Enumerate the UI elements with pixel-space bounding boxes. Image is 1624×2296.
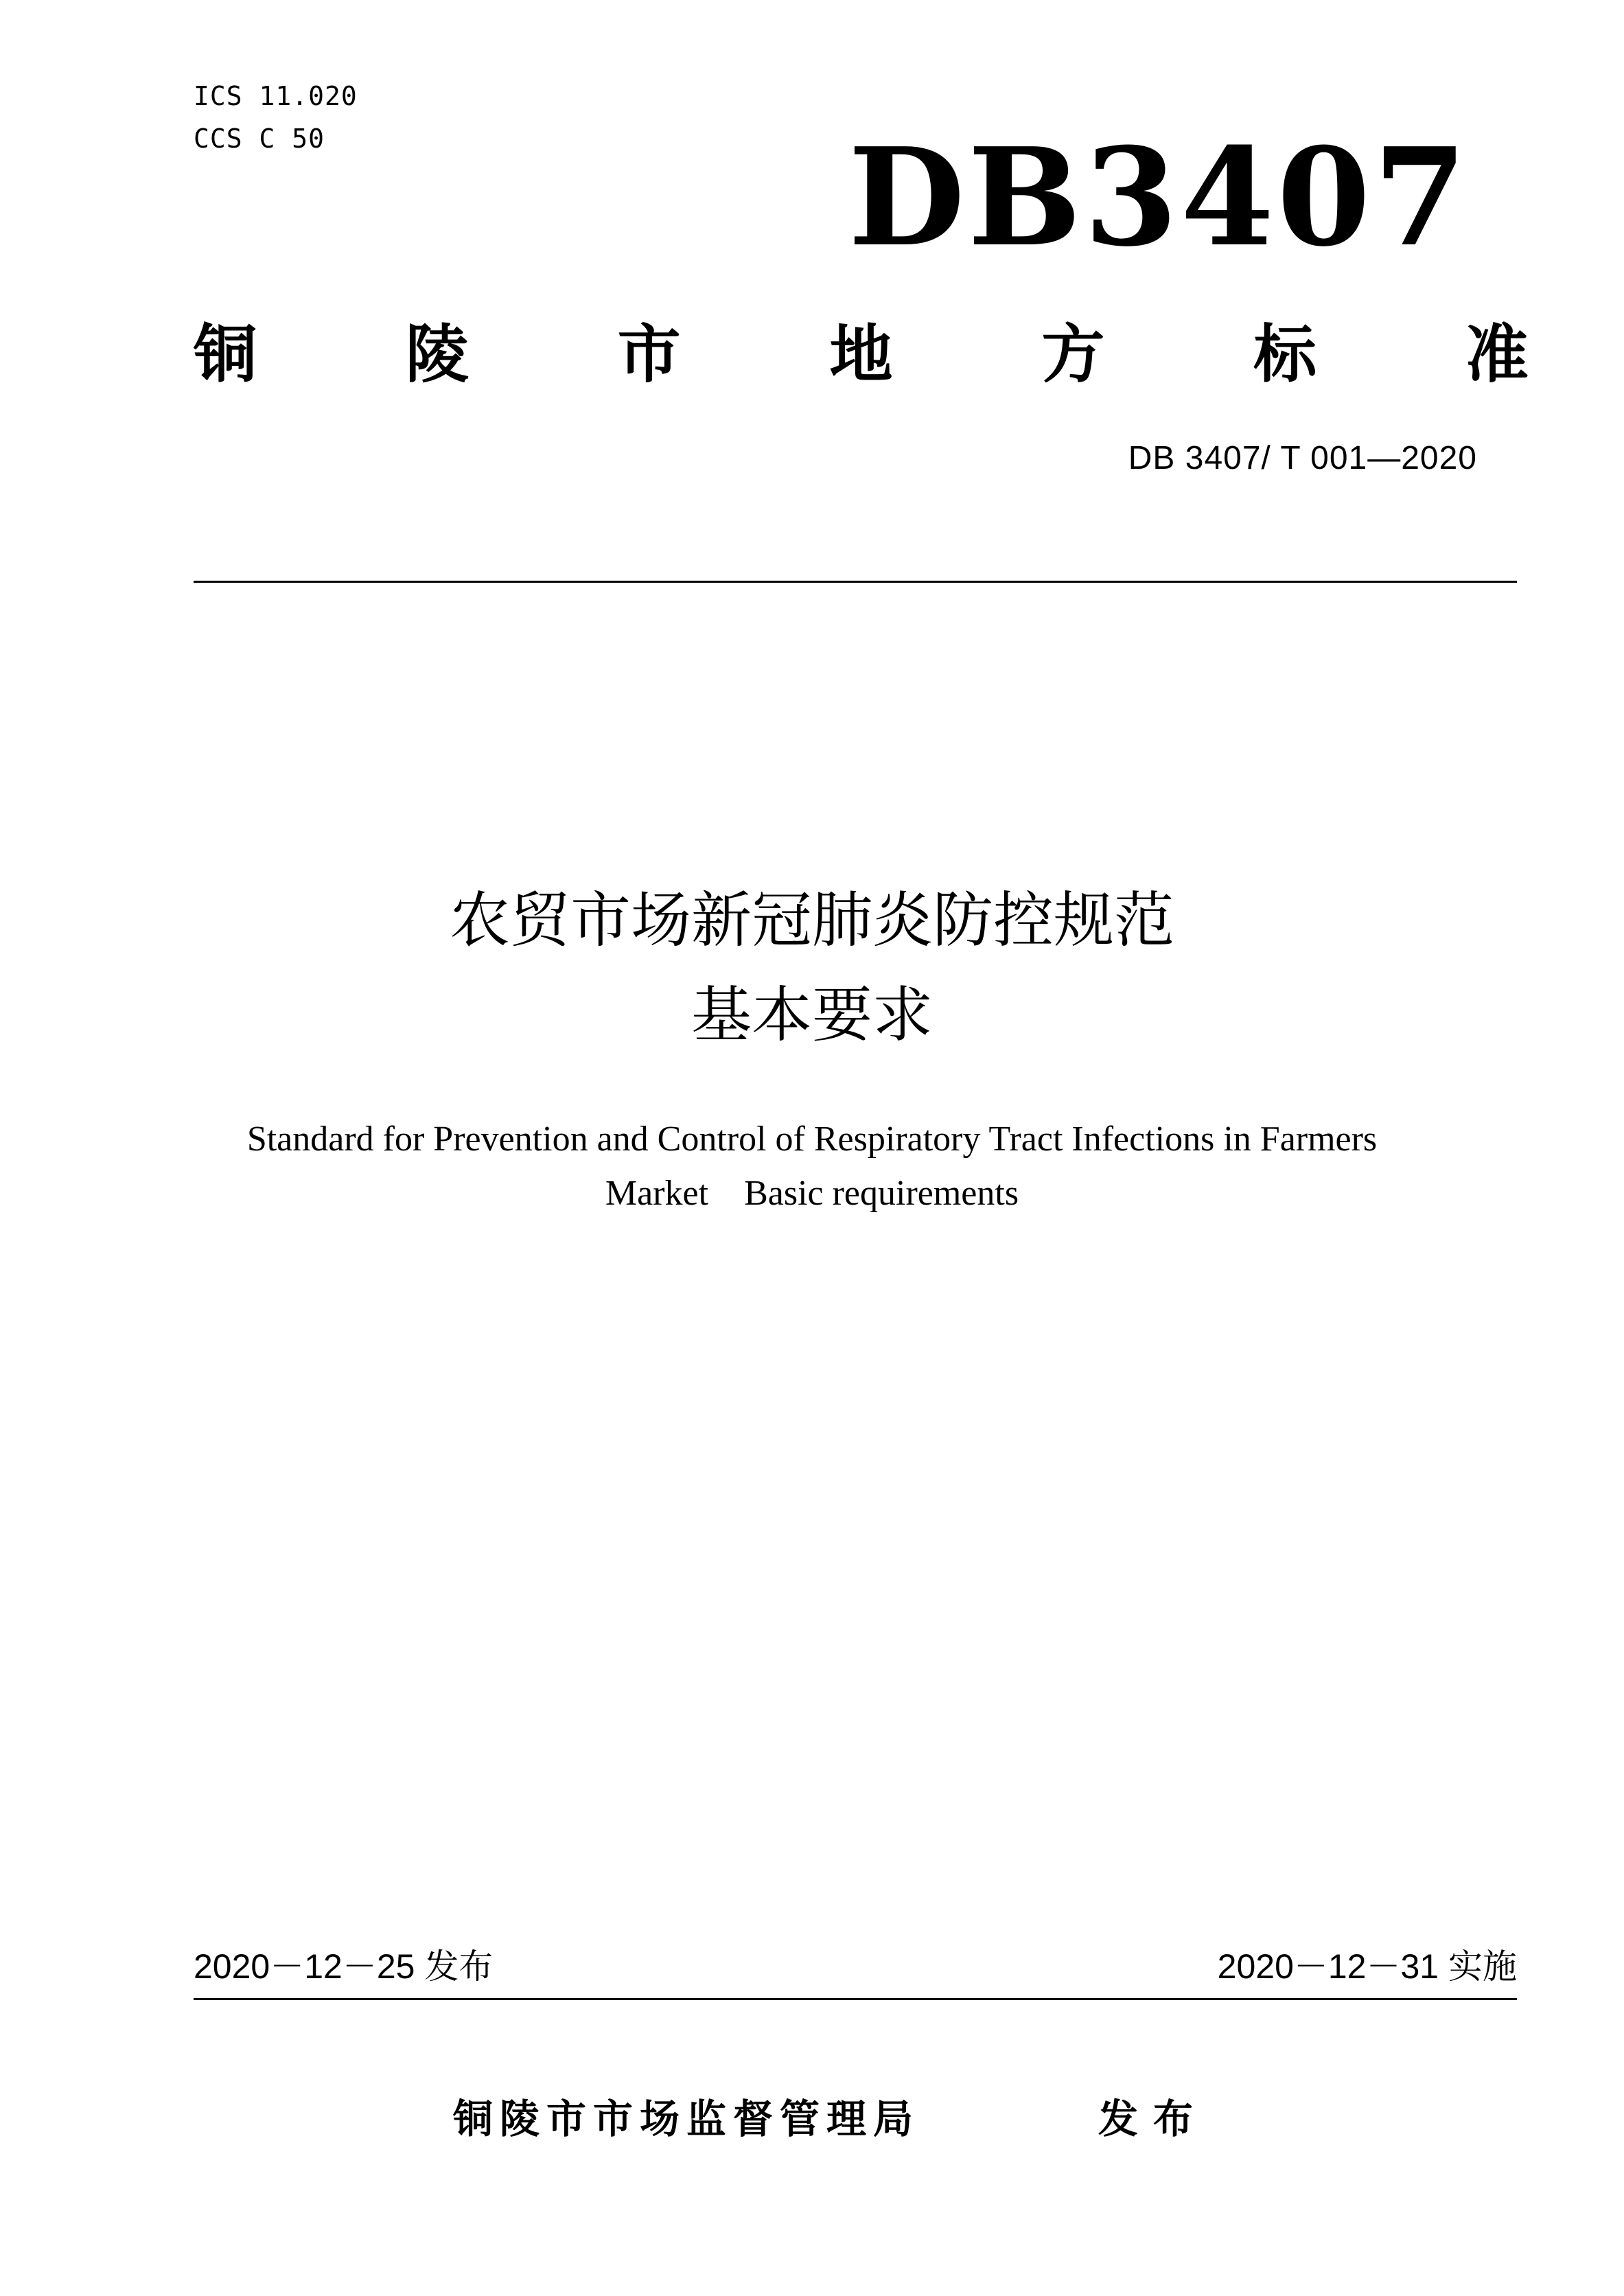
standard-type-char: 标 [1253,318,1317,391]
issue-action-label: 发布 [1098,2096,1209,2142]
standard-type-char: 陵 [405,318,469,391]
top-divider [194,581,1517,583]
title-english-line1: Standard for Prevention and Control of Respiratory Tract Infections in Farmers [246,1120,1378,1159]
standard-number: DB 3407/ T 001—2020 [1128,440,1477,476]
title-english-line2: Market Basic requirements [605,1174,1019,1213]
ccs-code: CCS C 50 [194,124,325,154]
standard-type-char: 市 [617,318,681,391]
standard-type-char: 准 [1465,318,1529,391]
bottom-divider [194,1998,1517,2000]
implementation-date: 2020－12－31 实施 [1217,1947,1517,1986]
title-chinese-line2: 基本要求 [691,979,933,1050]
title-chinese-line1: 农贸市场新冠肺炎防控规范 [449,885,1174,955]
ics-code: ICS 11.020 [194,81,358,111]
standard-type-char: 铜 [194,318,257,391]
issuing-authority: 铜陵市市场监督管理局 [453,2096,920,2142]
publish-date: 2020－12－25 发布 [194,1947,494,1986]
standard-type-char: 方 [1041,318,1105,391]
db-code-mark: DB3407 [848,119,1470,277]
standard-type-heading [194,317,1529,393]
standard-type-char: 地 [829,318,893,391]
